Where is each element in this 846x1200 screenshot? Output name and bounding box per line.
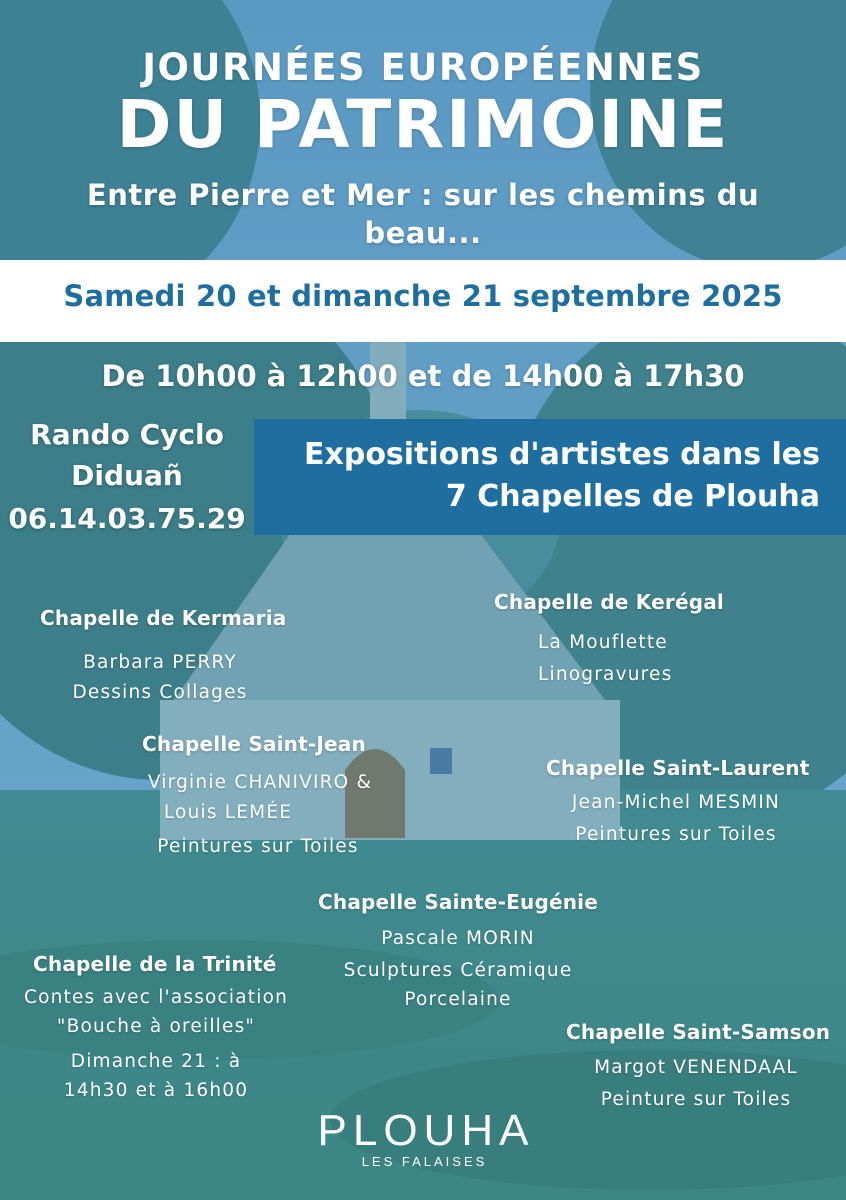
chapel-detail: "Bouche à oreilles": [56, 1016, 256, 1037]
chapel-medium: Peinture sur Toiles: [600, 1089, 792, 1110]
chapel-name: Chapelle Sainte-Eugénie: [318, 890, 598, 914]
chapel-artist: Pascale MORIN: [381, 928, 535, 949]
event-dates: Samedi 20 et dimanche 21 septembre 2025: [63, 279, 783, 313]
chapel-name: Chapelle Saint-Jean: [142, 732, 366, 756]
chapel-name: Chapelle de Kerégal: [494, 590, 724, 614]
chapel-medium: Linogravures: [538, 664, 673, 685]
title-line-2: DU PATRIMOINE: [116, 86, 730, 163]
chapel-detail: Dimanche 21 : à: [70, 1051, 242, 1072]
rando-title: Rando Cyclo: [30, 418, 224, 451]
theme-line-1: Entre Pierre et Mer : sur les chemins du: [86, 178, 760, 212]
rando-phone: 06.14.03.75.29: [8, 502, 246, 535]
theme-line-2: beau...: [364, 216, 482, 250]
chapel-medium: Sculptures Céramique: [343, 960, 573, 981]
chapel-artist: Virginie CHANIVIRO &: [147, 772, 373, 793]
chapel-name: Chapelle Saint-Samson: [566, 1020, 831, 1044]
chapel-artist: La Mouflette: [538, 632, 668, 653]
chapel-artist: Barbara PERRY: [83, 652, 237, 673]
chapel-artist: Margot VENENDAAL: [594, 1057, 798, 1078]
chapel-medium: Peintures sur Toiles: [575, 824, 777, 845]
chapel-name: Chapelle de Kermaria: [40, 606, 287, 630]
chapel-medium: Peintures sur Toiles: [157, 836, 359, 857]
chapel-detail: 14h30 et à 16h00: [63, 1080, 249, 1101]
expo-line-1: Expositions d'artistes dans les: [304, 437, 820, 472]
chapel-medium: Dessins Collages: [72, 682, 248, 703]
rando-name: Diduañ: [71, 459, 183, 492]
logo-tagline: LES FALAISES: [361, 1154, 488, 1169]
chapel-artist: Louis LEMÉE: [163, 802, 293, 823]
title-line-1: JOURNÉES EUROPÉENNES: [142, 46, 704, 89]
plouha-logo: PLOUHA: [317, 1106, 535, 1155]
chapel-medium: Porcelaine: [404, 989, 512, 1010]
chapel-name: Chapelle Saint-Laurent: [546, 756, 810, 780]
chapel-detail: Contes avec l'association: [23, 987, 289, 1008]
opening-hours: De 10h00 à 12h00 et de 14h00 à 17h30: [101, 359, 745, 393]
expo-line-2: 7 Chapelles de Plouha: [445, 479, 820, 514]
chapel-artist: Jean-Michel MESMIN: [571, 792, 781, 813]
chapel-name: Chapelle de la Trinité: [33, 952, 277, 976]
